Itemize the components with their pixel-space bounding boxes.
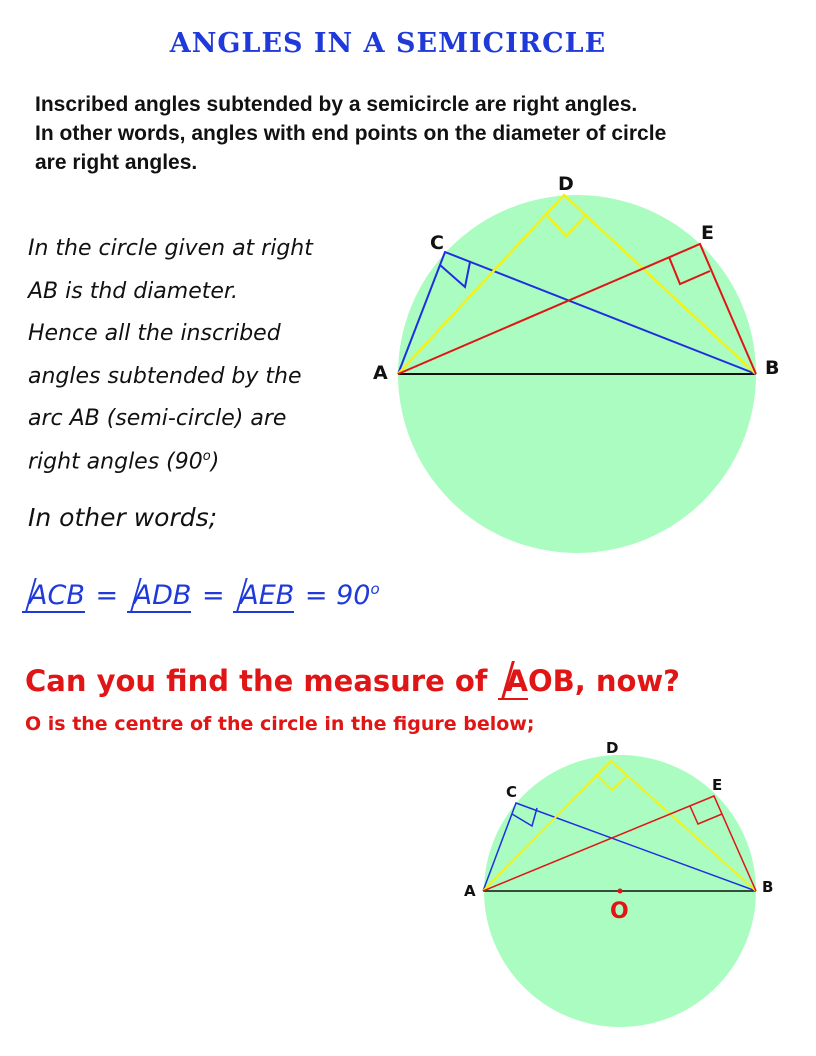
figure-2-label-e: E xyxy=(712,776,723,794)
figure-1-label-a: A xyxy=(373,362,388,384)
figure-1-label-d: D xyxy=(558,173,574,195)
intro-line-3: are right angles. xyxy=(35,151,198,174)
figure-2-label-b: B xyxy=(762,878,774,896)
explanation-line-5: arc AB (semi-circle) are xyxy=(28,406,287,431)
explanation-line-2: AB is thd diameter. xyxy=(28,279,238,304)
degree-mark-eq: o xyxy=(370,580,380,598)
figure-1-label-b: B xyxy=(765,357,780,379)
figure-2-label-c: C xyxy=(506,783,518,801)
explanation-line-3: Hence all the inscribed xyxy=(28,321,281,346)
equals-2: = xyxy=(193,580,234,611)
question-note: O is the centre of the circle in the figure below; xyxy=(25,713,535,735)
explanation-line-1: In the circle given at right xyxy=(28,236,313,261)
page-title: ANGLES IN A SEMICIRCLE xyxy=(169,28,607,59)
intro-line-1: Inscribed angles subtended by a semicircle are right angles. xyxy=(35,93,638,116)
equals-1: = xyxy=(86,580,127,611)
figure-2-center-point xyxy=(618,889,623,894)
angle-aob-rest: OB, now? xyxy=(527,664,681,698)
equals-90: = 90 xyxy=(296,580,371,611)
angle-acb: ACB xyxy=(22,581,85,613)
explanation-line-7: In other words; xyxy=(28,503,218,532)
explanation-line-6-close: ) xyxy=(210,449,220,475)
angle-aob-a: A xyxy=(498,664,528,700)
angle-adb: ADB xyxy=(127,581,192,613)
figure-2-label-a: A xyxy=(464,882,476,900)
figure-1-label-c: C xyxy=(430,232,444,254)
intro-line-2: In other words, angles with end points on the diameter of circle xyxy=(35,122,667,145)
explanation-line-6-text: right angles (90 xyxy=(28,449,203,475)
figure-2-label-o: O xyxy=(610,899,629,924)
explanation-line-4: angles subtended by the xyxy=(28,364,302,389)
figure-2-label-d: D xyxy=(606,739,619,757)
question-text: Can you find the measure of xyxy=(25,664,498,698)
angle-aeb: AEB xyxy=(233,581,294,613)
degree-mark: o xyxy=(202,449,211,464)
figure-1-label-e: E xyxy=(701,222,714,244)
